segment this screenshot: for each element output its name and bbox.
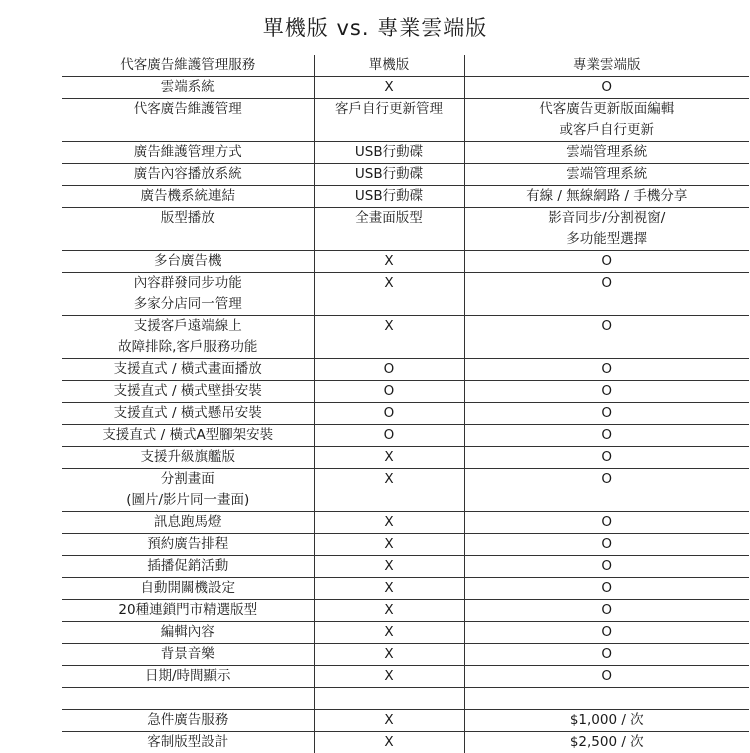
- table-row: [62, 447, 749, 469]
- row-cloud-value: O: [464, 622, 749, 644]
- row-cloud-value: 影音同步/分割視窗/: [464, 208, 749, 230]
- row-standalone-value: X: [314, 273, 464, 295]
- table-row: [62, 273, 749, 295]
- header-standalone: 單機版: [314, 55, 464, 77]
- table-row: [62, 534, 749, 556]
- table-row: [62, 164, 749, 186]
- table-row: [62, 469, 749, 491]
- row-standalone-value: O: [314, 359, 464, 381]
- table-row: [62, 359, 749, 381]
- row-feature: 日期/時間顯示: [62, 666, 314, 688]
- table-row: [62, 403, 749, 425]
- row-feature: 版型播放: [62, 208, 314, 230]
- row-feature: 多台廣告機: [62, 251, 314, 273]
- table-row: [62, 142, 749, 164]
- row-standalone-value: X: [314, 469, 464, 491]
- row-standalone-value: USB行動碟: [314, 186, 464, 208]
- row-feature: [62, 120, 314, 142]
- table-header-row: [62, 55, 749, 77]
- row-standalone-value: USB行動碟: [314, 164, 464, 186]
- row-feature: 代客廣告維護管理: [62, 99, 314, 121]
- row-feature: 廣告維護管理方式: [62, 142, 314, 164]
- row-standalone-value: X: [314, 644, 464, 666]
- table-row: [62, 316, 749, 338]
- row-standalone-value: X: [314, 710, 464, 732]
- row-feature: 廣告內容播放系統: [62, 164, 314, 186]
- header-cloud: 專業雲端版: [464, 55, 749, 77]
- row-standalone-value: X: [314, 600, 464, 622]
- row-standalone-value: 客戶自行更新管理: [314, 99, 464, 121]
- row-feature: 20種連鎖門市精選版型: [62, 600, 314, 622]
- row-standalone-value: X: [314, 534, 464, 556]
- row-cloud-value: O: [464, 381, 749, 403]
- row-standalone-value: X: [314, 447, 464, 469]
- row-feature: 多家分店同一管理: [62, 294, 314, 316]
- row-standalone-value: X: [314, 622, 464, 644]
- row-cloud-value: O: [464, 534, 749, 556]
- row-feature: [62, 229, 314, 251]
- row-feature: 支援升級旗艦版: [62, 447, 314, 469]
- row-cloud-value: O: [464, 469, 749, 491]
- table-row: [62, 622, 749, 644]
- row-standalone-value: [314, 120, 464, 142]
- row-cloud-value: [464, 490, 749, 512]
- row-standalone-value: X: [314, 316, 464, 338]
- row-cloud-value: 有線 / 無線網路 / 手機分享: [464, 186, 749, 208]
- table-row: [62, 337, 749, 359]
- table-row: [62, 490, 749, 512]
- table-row: [62, 251, 749, 273]
- row-standalone-value: X: [314, 578, 464, 600]
- row-cloud-value: O: [464, 644, 749, 666]
- table-row: [62, 186, 749, 208]
- row-feature: 故障排除,客戶服務功能: [62, 337, 314, 359]
- table-row: [62, 666, 749, 688]
- row-feature: 內容群發同步功能: [62, 273, 314, 295]
- table-row: [62, 77, 749, 99]
- table-row: [62, 710, 749, 732]
- comparison-table: [62, 55, 749, 753]
- table-row: [62, 425, 749, 447]
- row-cloud-value: O: [464, 578, 749, 600]
- table-row: [62, 294, 749, 316]
- row-cloud-value: 雲端管理系統: [464, 164, 749, 186]
- row-standalone-value: [314, 229, 464, 251]
- row-standalone-value: O: [314, 425, 464, 447]
- table-row: [62, 512, 749, 534]
- row-feature: 支援直式 / 橫式A型腳架安裝: [62, 425, 314, 447]
- row-feature: 客制版型設計: [62, 732, 314, 753]
- page-title: 單機版 vs. 專業雲端版: [0, 8, 750, 48]
- row-standalone-value: X: [314, 556, 464, 578]
- row-feature: 背景音樂: [62, 644, 314, 666]
- row-standalone-value: X: [314, 666, 464, 688]
- table-row: [62, 381, 749, 403]
- row-cloud-value: O: [464, 666, 749, 688]
- row-feature: 自動開關機設定: [62, 578, 314, 600]
- row-cloud-value: 多功能型選擇: [464, 229, 749, 251]
- table-row: [62, 688, 749, 710]
- row-feature: 急件廣告服務: [62, 710, 314, 732]
- row-cloud-value: $2,500 / 次: [464, 732, 749, 753]
- row-cloud-value: O: [464, 447, 749, 469]
- row-feature: 插播促銷活動: [62, 556, 314, 578]
- table-row: [62, 229, 749, 251]
- row-cloud-value: O: [464, 359, 749, 381]
- table-row: [62, 120, 749, 142]
- row-standalone-value: [314, 490, 464, 512]
- row-cloud-value: O: [464, 600, 749, 622]
- row-feature: 雲端系統: [62, 77, 314, 99]
- row-standalone-value: 全畫面版型: [314, 208, 464, 230]
- row-cloud-value: 雲端管理系統: [464, 142, 749, 164]
- row-cloud-value: $1,000 / 次: [464, 710, 749, 732]
- row-feature: 支援直式 / 橫式懸吊安裝: [62, 403, 314, 425]
- table-row: [62, 208, 749, 230]
- table-row: [62, 99, 749, 121]
- row-standalone-value: O: [314, 381, 464, 403]
- row-feature: 支援客戶遠端線上: [62, 316, 314, 338]
- row-cloud-value: 或客戶自行更新: [464, 120, 749, 142]
- row-cloud-value: O: [464, 251, 749, 273]
- row-feature: [62, 688, 314, 710]
- row-standalone-value: [314, 337, 464, 359]
- row-feature: 廣告機系統連結: [62, 186, 314, 208]
- row-feature: 分割畫面: [62, 469, 314, 491]
- table-row: [62, 578, 749, 600]
- row-standalone-value: USB行動碟: [314, 142, 464, 164]
- row-feature: 訊息跑馬燈: [62, 512, 314, 534]
- row-cloud-value: O: [464, 316, 749, 338]
- row-feature: 支援直式 / 橫式壁掛安裝: [62, 381, 314, 403]
- row-cloud-value: O: [464, 273, 749, 295]
- row-cloud-value: O: [464, 403, 749, 425]
- row-standalone-value: O: [314, 403, 464, 425]
- header-service: 代客廣告維護管理服務: [62, 55, 314, 77]
- table-row: [62, 556, 749, 578]
- row-standalone-value: [314, 294, 464, 316]
- row-standalone-value: X: [314, 77, 464, 99]
- row-standalone-value: X: [314, 251, 464, 273]
- row-feature: 預約廣告排程: [62, 534, 314, 556]
- row-cloud-value: O: [464, 77, 749, 99]
- table-row: [62, 600, 749, 622]
- row-cloud-value: O: [464, 425, 749, 447]
- row-cloud-value: O: [464, 556, 749, 578]
- table-row: [62, 644, 749, 666]
- row-cloud-value: [464, 294, 749, 316]
- row-cloud-value: 代客廣告更新版面編輯: [464, 99, 749, 121]
- row-feature: 支援直式 / 橫式畫面播放: [62, 359, 314, 381]
- row-standalone-value: [314, 688, 464, 710]
- row-feature: (圖片/影片同一畫面): [62, 490, 314, 512]
- row-feature: 編輯內容: [62, 622, 314, 644]
- row-cloud-value: [464, 337, 749, 359]
- row-cloud-value: [464, 688, 749, 710]
- row-cloud-value: O: [464, 512, 749, 534]
- row-standalone-value: X: [314, 512, 464, 534]
- row-standalone-value: X: [314, 732, 464, 753]
